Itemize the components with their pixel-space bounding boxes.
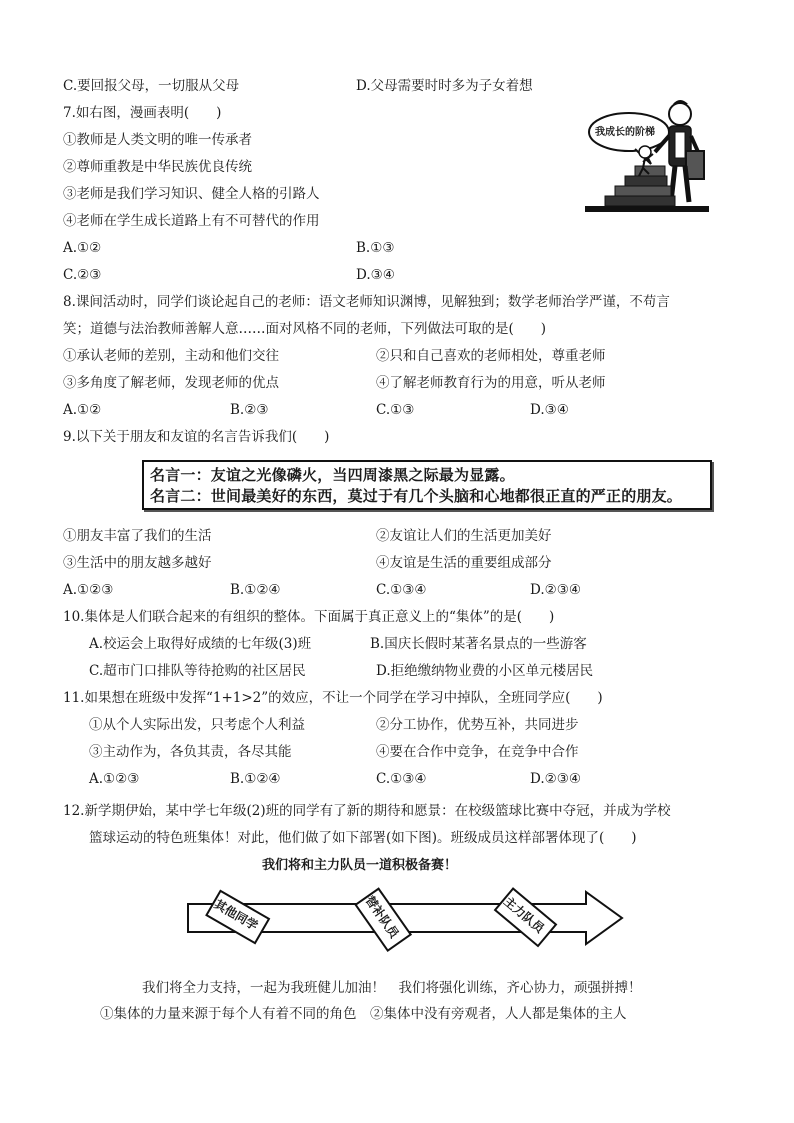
prev-option-d: D.父母需要时时多为子女着想 [356,78,533,94]
cartoon-caption: 我成长的阶梯 [595,127,655,138]
q8-option-d: D.③④ [530,402,569,418]
q8-option-b: B.②③ [230,402,269,418]
diagram-title: 我们将和主力队员一道积极备赛！ [262,858,458,873]
q11-stem: 11.如果想在班级中发挥“1+1>2”的效应，不让一个同学在学习中掉队，全班同学应( ) [63,690,603,706]
q11-option-d: D.②③④ [530,771,581,787]
q12-stem-line2: 篮球运动的特色班集体！对此，他们做了如下部署(如下图)。班级成员这样部署体现了( ) [89,830,637,846]
arrow-diagram [186,856,626,976]
q11-item-4: ④要在合作中竞争，在竞争中合作 [376,744,579,760]
q9-item-3: ③生活中的朋友越多越好 [63,555,212,571]
q8-stem-line1: 8.课间活动时，同学们谈论起自己的老师：语文老师知识渊博，见解独到；数学老师治学严谨，不苟言 [63,294,670,310]
quote-two: 名言二：世间最美好的东西，莫过于有几个头脑和心地都很正直的严正的朋友。 [150,487,683,505]
tag-other-students: 其他同学 [211,896,261,934]
q7-option-d: D.③④ [356,267,395,283]
q11-item-1: ①从个人实际出发，只考虑个人利益 [89,717,305,733]
tag-substitutes: 替补队员 [362,893,402,941]
q10-option-a: A.校运会上取得好成绩的七年级(3)班 [89,636,312,652]
q7-option-a: A.①② [63,240,102,256]
q9-option-c: C.①③④ [376,582,427,598]
cartoon-drawing [585,92,709,214]
q8-item-1: ①承认老师的差别，主动和他们交往 [63,348,279,364]
quote-box [142,460,712,510]
q11-item-3: ③主动作为，各负其责，各尽其能 [89,744,292,760]
q11-item-2: ②分工协作，优势互补，共同进步 [376,717,579,733]
q7-item-3: ③老师是我们学习知识、健全人格的引路人 [63,186,320,202]
q8-item-4: ④了解老师教育行为的用意，听从老师 [376,375,606,391]
q8-item-3: ③多角度了解老师，发现老师的优点 [63,375,279,391]
q9-item-1: ①朋友丰富了我们的生活 [63,528,212,544]
q8-option-c: C.①③ [376,402,415,418]
quote-one: 名言一：友谊之光像磷火，当四周漆黑之际最为显露。 [150,466,515,484]
q8-item-2: ②只和自己喜欢的老师相处，尊重老师 [376,348,606,364]
q9-item-4: ④友谊是生活的重要组成部分 [376,555,552,571]
q7-item-4: ④老师在学生成长道路上有不可替代的作用 [63,213,320,229]
q8-option-a: A.①② [63,402,102,418]
q10-option-b: B.国庆长假时某著名景点的一些游客 [370,636,587,652]
q11-option-b: B.①②④ [230,771,281,787]
q11-option-c: C.①③④ [376,771,427,787]
q7-item-1: ①教师是人类文明的唯一传承者 [63,132,252,148]
tag-main-players: 主力队员 [501,894,547,936]
q7-item-2: ②尊师重教是中华民族优良传统 [63,159,252,175]
q8-stem-line2: 笑；道德与法治教师善解人意……面对风格不同的老师，下列做法可取的是( ) [63,321,547,337]
prev-option-c: C.要回报父母，一切服从父母 [63,78,240,94]
cartoon-illustration [585,92,709,214]
q10-option-c: C.超市门口排队等待抢购的社区居民 [89,663,306,679]
q7-option-b: B.①③ [356,240,395,256]
q10-stem: 10.集体是人们联合起来的有组织的整体。下面属于真正意义上的“集体”的是( ) [63,609,555,625]
q10-option-d: D.拒绝缴纳物业费的小区单元楼居民 [376,663,594,679]
q12-items: ①集体的力量来源于每个人有着不同的角色 ②集体中没有旁观者，人人都是集体的主人 [100,1006,627,1022]
q12-stem-line1: 12.新学期伊始，某中学七年级(2)班的同学有了新的期待和愿景：在校级篮球比赛中夺冠，并成为学校 [63,803,671,819]
q9-option-b: B.①②④ [230,582,281,598]
q12-caption: 我们将全力支持，一起为我班健儿加油！ 我们将强化训练，齐心协力，顽强拼搏！ [142,980,642,996]
q11-option-a: A.①②③ [89,771,140,787]
q7-option-c: C.②③ [63,267,102,283]
q9-option-a: A.①②③ [63,582,114,598]
q9-stem: 9.以下关于朋友和友谊的名言告诉我们( ) [63,429,330,445]
q9-option-d: D.②③④ [530,582,581,598]
q7-stem: 7.如右图，漫画表明( ) [63,105,222,121]
q9-item-2: ②友谊让人们的生活更加美好 [376,528,552,544]
